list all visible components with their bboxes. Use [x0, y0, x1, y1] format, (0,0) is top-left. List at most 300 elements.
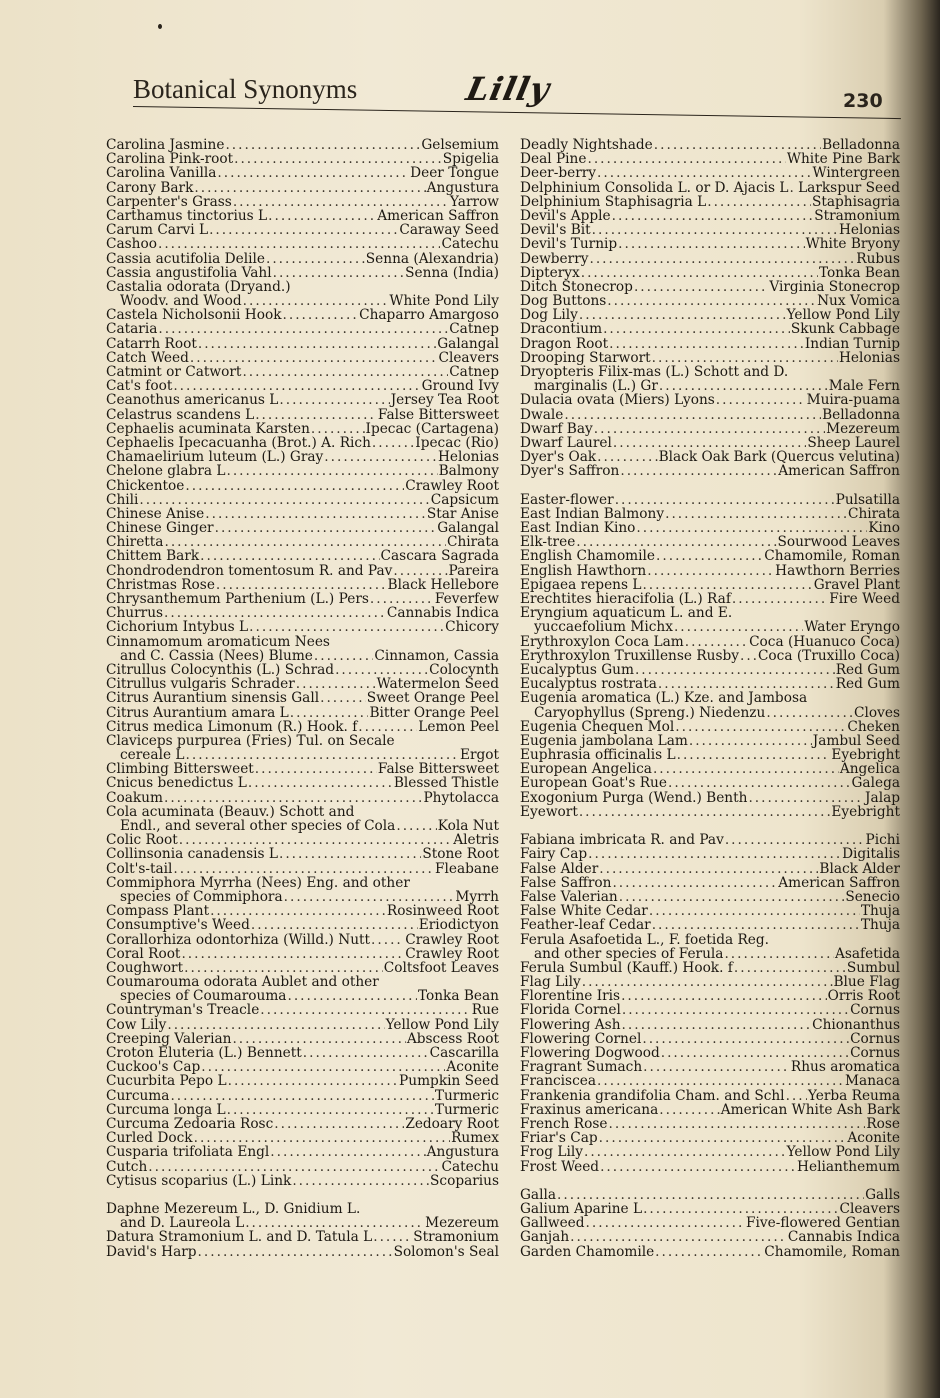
dot-leader [659, 379, 828, 393]
entry-term: Churrus [106, 606, 164, 621]
entry-synonym: Catnep [449, 365, 499, 380]
dot-leader [320, 691, 366, 705]
synonym-entry [520, 620, 900, 634]
synonym-entry [520, 252, 900, 266]
entry-term: Coral Root [106, 946, 181, 961]
entry-term: Curcuma Zedoaria Rosc [106, 1116, 274, 1132]
entry-synonym: Stramonium [814, 208, 900, 224]
entry-synonym: Crawley Root [405, 932, 499, 947]
entry-term: Erythroxylon Coca Lam [520, 634, 684, 649]
entry-synonym: Angelica [839, 762, 900, 777]
dot-leader [164, 791, 423, 805]
dot-leader [589, 252, 855, 266]
entry-term: Ferula Asafoetida L., F. foetida Reg. [520, 932, 770, 947]
entry-term: Euphrasia officinalis L [520, 748, 676, 763]
dot-leader [243, 294, 389, 308]
dot-leader [564, 408, 821, 422]
dot-leader [181, 947, 404, 961]
synonym-entry [520, 521, 900, 535]
entry-synonym: Cannabis Indica [386, 606, 499, 621]
dot-leader [242, 365, 448, 379]
dot-leader [786, 1089, 807, 1103]
entry-term: Castalia odorata (Dryand.) [106, 279, 291, 295]
dot-leader [234, 152, 442, 166]
synonym-entry [520, 280, 900, 294]
section-gap [520, 819, 900, 833]
synonym-entry [106, 422, 499, 436]
dot-leader [636, 521, 867, 535]
entry-term: Cassia acutifolia Delile [106, 251, 265, 266]
synonym-entry [520, 918, 900, 932]
dot-leader [748, 791, 864, 805]
entry-term: Eyewort [520, 804, 578, 819]
synonym-entry [520, 549, 900, 563]
synonym-entry [520, 691, 900, 705]
entry-synonym: Cinnamon, Cassia [374, 648, 499, 663]
entry-term: Epigaea repens L [520, 577, 642, 592]
entry-term: Chinese Ginger [106, 521, 214, 536]
synonym-entry [106, 1174, 499, 1188]
synonym-entry [520, 436, 900, 450]
entry-synonym: Cornus [850, 1031, 900, 1046]
synonym-entry [520, 933, 900, 947]
entry-term: Fabiana imbricata R. and Pav [520, 833, 724, 848]
synonym-entry [106, 1202, 499, 1216]
entry-term: Christmas Rose [106, 577, 215, 592]
synonym-entry [106, 209, 499, 223]
entry-term: Delphinium Consolida L. or D. Ajacis L [520, 180, 789, 195]
dot-leader [273, 266, 405, 280]
dot-leader [584, 1145, 786, 1159]
synonym-entry [520, 223, 900, 237]
synonym-entry [520, 989, 900, 1003]
synonym-entry [106, 393, 499, 407]
dot-leader [148, 1160, 440, 1174]
entry-term: Erechtites hieracifolia (L.) Raf [520, 592, 731, 607]
synonym-entry [520, 1074, 900, 1088]
synonym-entry [520, 1245, 900, 1259]
entry-synonym: Senna (India) [405, 265, 499, 280]
dot-leader [232, 1032, 405, 1046]
synonym-entry [520, 564, 900, 578]
dot-leader [579, 308, 786, 322]
synonym-entry [520, 862, 900, 876]
entry-term: Flag Lily [520, 975, 581, 990]
dot-leader [268, 209, 376, 223]
section-gap [520, 479, 900, 493]
entry-term: Cichorium Intybus L [106, 620, 249, 635]
entry-term: Ceanothus americanus L [106, 393, 279, 408]
entry-synonym: White Bryony [805, 237, 900, 252]
dot-leader [734, 961, 846, 975]
dot-leader [621, 989, 827, 1003]
synonym-entry [520, 975, 900, 989]
synonym-entry [520, 181, 900, 195]
entry-term: Flowering Ash [520, 1017, 621, 1032]
entry-synonym: Chirata [446, 535, 499, 550]
synonym-entry [520, 947, 900, 961]
synonym-entry [106, 152, 499, 166]
synonym-entry [106, 1018, 499, 1032]
synonym-entry [106, 223, 499, 237]
entry-synonym: Angustura [426, 180, 499, 195]
entry-term: and D. Laureola L [120, 1216, 245, 1231]
synonym-entry [106, 876, 499, 890]
entry-term: Compass Plant [106, 904, 210, 919]
entry-term: Ganjah [520, 1230, 570, 1245]
synonym-entry [520, 1117, 900, 1131]
entry-term: East Indian Kino [520, 521, 636, 536]
entry-term: Deer-berry [520, 166, 597, 181]
dot-leader [215, 521, 437, 535]
synonym-entry [106, 351, 499, 365]
synonym-entry [106, 805, 499, 819]
entry-term: Curcuma [106, 1088, 170, 1103]
entry-synonym: Galangal [437, 521, 499, 536]
entry-synonym: Sumbul [846, 960, 900, 976]
synonym-entry [106, 280, 499, 294]
entry-synonym: Eyebright [831, 804, 900, 819]
entry-term: Citrullus Colocynthis (L.) Schrad [106, 662, 335, 678]
synonym-entry [520, 734, 900, 748]
dot-leader [200, 549, 379, 563]
synonym-entry [520, 195, 900, 209]
synonym-entry [106, 308, 499, 322]
dot-leader [279, 393, 389, 407]
dot-leader [707, 195, 811, 209]
synonym-entry [106, 166, 499, 180]
synonym-entry [106, 933, 499, 947]
dot-leader [643, 1060, 790, 1074]
entry-synonym: Kola Nut [437, 819, 499, 834]
synonym-entry [520, 294, 900, 308]
synonym-entry [106, 1074, 499, 1088]
entry-synonym: Hawthorn Berries [775, 563, 900, 578]
entry-synonym: Ipecac (Cartagena) [365, 421, 499, 436]
left-column [106, 138, 499, 1259]
dot-leader [635, 663, 835, 677]
dot-leader [668, 776, 851, 790]
entry-synonym: Chamomile, Roman [764, 1244, 900, 1259]
entry-term: Citrus medica Limonum (R.) Hook. f [106, 719, 358, 734]
synonym-entry [106, 436, 499, 450]
synonym-entry [106, 1032, 499, 1046]
dot-leader [597, 1074, 844, 1088]
entry-synonym: Wintergreen [812, 166, 900, 181]
synonym-entry [106, 1046, 499, 1060]
synonym-entry [106, 493, 499, 507]
entry-synonym: Black Oak Bark (Quercus velutina) [658, 450, 900, 465]
synonym-entry [106, 1230, 499, 1244]
dot-leader [158, 322, 448, 336]
entry-term: False White Cedar [520, 904, 648, 919]
dot-leader [647, 564, 774, 578]
dot-leader [653, 762, 839, 776]
synonym-entry [520, 635, 900, 649]
synonym-entry [520, 393, 900, 407]
dot-leader [658, 677, 835, 691]
dot-leader [287, 989, 416, 1003]
entry-term: Friar's Cap [520, 1131, 598, 1146]
entry-synonym: Spigelia [442, 152, 499, 167]
entry-synonym: Aconite [446, 1060, 499, 1075]
entry-synonym: Rubus [856, 251, 900, 266]
synonym-entry [106, 322, 499, 336]
synonym-entry [106, 507, 499, 521]
entry-synonym: Tonka Bean [417, 989, 499, 1004]
entry-synonym: White Pond Lily [389, 294, 499, 309]
dot-leader [643, 1202, 838, 1216]
entry-synonym: Helonias [437, 450, 499, 465]
synonym-entry [520, 1216, 900, 1230]
synonym-entry [106, 1245, 499, 1259]
synonym-entry [520, 365, 900, 379]
dot-leader [612, 209, 814, 223]
dot-leader [600, 1160, 796, 1174]
dot-leader [396, 819, 436, 833]
synonym-entry [106, 762, 499, 776]
dot-leader [652, 351, 838, 365]
synonym-entry [106, 365, 499, 379]
page-number: 230 [843, 90, 883, 112]
entry-term: Dyer's Saffron [520, 464, 620, 479]
entry-term: Dwale [520, 407, 564, 422]
entry-term: Citrus Aurantium sinensis Gall [106, 691, 320, 706]
dot-leader [184, 961, 383, 975]
dot-leader [198, 1245, 393, 1259]
dot-leader [335, 663, 428, 677]
dot-leader [716, 393, 806, 407]
synonym-entry [106, 195, 499, 209]
entry-synonym: Galangal [437, 336, 499, 351]
entry-synonym: Cascara Sagrada [380, 549, 499, 564]
dot-leader [581, 266, 818, 280]
synonym-entry [106, 677, 499, 691]
dot-leader [608, 1117, 865, 1131]
entry-term: Endl., and several other species of Cola [120, 819, 396, 834]
dot-leader [642, 1032, 849, 1046]
entry-synonym: Pulsatilla [835, 492, 900, 507]
synonym-entry [106, 975, 499, 989]
dot-leader [586, 1216, 745, 1230]
entry-synonym: Chaparro Amargoso [359, 308, 499, 323]
synonym-entry [106, 918, 499, 932]
entry-term: Dulacia ovata (Miers) Lyons [520, 393, 715, 408]
entry-synonym: Coca (Truxillo Coca) [757, 648, 900, 663]
entry-synonym: Cannabis Indica [787, 1230, 900, 1245]
entry-synonym: Mezereum [826, 421, 900, 436]
synonym-entry [520, 1202, 900, 1216]
entry-term: and C. Cassia (Nees) Blume [120, 648, 313, 663]
entry-synonym: Nux Vomica [817, 294, 900, 309]
dot-leader [139, 493, 429, 507]
synonym-entry [106, 237, 499, 251]
dot-leader [186, 748, 459, 762]
entry-synonym: Cornus [850, 1003, 900, 1018]
entry-term: Claviceps purpurea (Fries) Tul. on Secale [106, 733, 395, 749]
synonym-entry [106, 720, 499, 734]
synonym-entry [106, 1145, 499, 1159]
entry-term: Dracontium [520, 322, 603, 337]
dot-leader [689, 734, 812, 748]
entry-term: Cashoo [106, 237, 157, 252]
dot-leader [685, 635, 748, 649]
entry-term: Cytisus scoparius (L.) Link [106, 1173, 292, 1188]
dot-leader [274, 1117, 404, 1131]
entry-synonym: Senecio [845, 889, 900, 905]
synonym-entry [106, 734, 499, 748]
synonym-entry [106, 408, 499, 422]
entry-term: Chinese Anise [106, 506, 205, 522]
synonym-entry [520, 833, 900, 847]
synonym-entry [106, 564, 499, 578]
dot-leader [227, 1103, 434, 1117]
entry-term: Galium Aparine L [520, 1202, 643, 1217]
dot-leader [620, 464, 777, 478]
synonym-entry [520, 606, 900, 620]
synonym-entry [520, 535, 900, 549]
dot-leader [789, 181, 797, 195]
entry-synonym: Helianthemum [797, 1159, 900, 1174]
entry-term: Citrullus vulgaris Schrader [106, 677, 295, 692]
dot-leader [170, 1089, 433, 1103]
dot-leader [209, 223, 398, 237]
synonym-entry [520, 464, 900, 478]
entry-term: Galla [520, 1187, 557, 1203]
dot-leader [194, 181, 425, 195]
entry-term: Coughwort [106, 960, 184, 976]
dot-leader [233, 195, 449, 209]
entry-term: Cassia angustifolia Vahl [106, 265, 272, 280]
synonym-entry [106, 252, 499, 266]
entry-synonym: Aconite [847, 1131, 900, 1146]
entry-term: False Alder [520, 861, 599, 876]
entry-term: Flowering Dogwood [520, 1046, 660, 1061]
entry-synonym: Virginia Stonecrop [769, 279, 900, 295]
dot-leader [292, 1174, 429, 1188]
synonym-entry [106, 1089, 499, 1103]
entry-term: Curcuma longa L [106, 1102, 226, 1117]
dot-leader [557, 1188, 864, 1202]
dot-leader [615, 493, 835, 507]
dot-leader [201, 1060, 445, 1074]
entry-synonym: Galega [851, 776, 900, 791]
entry-synonym: American Saffron [778, 464, 900, 479]
entry-synonym: Catechu [441, 237, 499, 252]
entry-term: Dipteryx [520, 265, 580, 280]
entry-term: Commiphora Myrrha (Nees) Eng. and other [106, 875, 410, 890]
dot-leader [609, 337, 804, 351]
synonym-entry [520, 1003, 900, 1017]
synonym-entry [520, 776, 900, 790]
entry-synonym: Fire Weed [829, 592, 900, 607]
synonym-entry [520, 961, 900, 975]
dot-leader [371, 933, 404, 947]
entry-synonym: Yellow Pond Lily [786, 1145, 900, 1160]
entry-synonym: Gelsemium [421, 138, 499, 153]
dot-leader [249, 620, 444, 634]
entry-term: Florida Cornel [520, 1003, 621, 1018]
synonym-entry [106, 450, 499, 464]
entry-term: Ferula Sumbul (Kauff.) Hook. f [520, 960, 733, 976]
entry-synonym: Fleabane [435, 861, 499, 876]
dot-leader [284, 890, 455, 904]
synonym-entry [106, 706, 499, 720]
entry-term: Carony Bark [106, 180, 194, 195]
ink-fleck [158, 24, 162, 29]
entry-synonym: Jersey Tea Root [390, 393, 499, 408]
synonym-entry [520, 337, 900, 351]
dot-leader [173, 379, 420, 393]
dot-leader [205, 507, 426, 521]
entry-synonym: Coca (Huanuco Coca) [749, 634, 900, 649]
synonym-entry [106, 337, 499, 351]
synonym-entry [520, 720, 900, 734]
entry-synonym: Larkspur Seed [798, 180, 900, 195]
synonym-entry [106, 138, 499, 152]
synonym-entry [520, 876, 900, 890]
synonym-entry [520, 1018, 900, 1032]
entry-term: Daphne Mezereum L., D. Gnidium L. [106, 1202, 361, 1217]
dot-leader [270, 1145, 425, 1159]
entry-term: Dwarf Bay [520, 421, 593, 436]
entry-synonym: Cornus [850, 1046, 900, 1061]
dot-leader [164, 535, 445, 549]
synonym-entry [520, 351, 900, 365]
entry-synonym: Bitter Orange Peel [369, 705, 499, 720]
entry-synonym: White Pine Bark [786, 152, 900, 167]
entry-term: East Indian Balmony [520, 506, 665, 522]
synonym-entry [106, 549, 499, 563]
dot-leader [582, 975, 833, 989]
entry-synonym: Red Gum [835, 662, 900, 678]
entry-term: Florentine Iris [520, 989, 621, 1004]
entry-synonym: Zedoary Root [405, 1116, 499, 1132]
synonym-entry [106, 904, 499, 918]
entry-term: Deadly Nightshade [520, 138, 653, 153]
entry-synonym: Star Anise [426, 506, 499, 522]
entry-term: Chili [106, 492, 139, 507]
entry-synonym: Yellow Pond Lily [786, 308, 900, 323]
entry-synonym: Lemon Peel [418, 719, 499, 734]
synonym-entry [520, 677, 900, 691]
entry-synonym: Ground Ivy [421, 379, 499, 394]
entry-term: Cnicus benedictus L [106, 776, 247, 791]
dot-leader [740, 649, 757, 663]
synonym-entry [520, 237, 900, 251]
entry-term: Frost Weed [520, 1159, 600, 1174]
dot-leader [576, 535, 776, 549]
synonym-entry [520, 166, 900, 180]
entry-term: Eugenia jambolana Lam [520, 733, 688, 749]
dot-leader [373, 1230, 412, 1244]
synonym-entry [520, 493, 900, 507]
entry-term: Carolina Vanilla [106, 166, 217, 181]
entry-term: Colt's-tail [106, 861, 173, 876]
dot-leader [766, 706, 853, 720]
synonym-entry [106, 606, 499, 620]
synonym-entry [520, 450, 900, 464]
entry-term: Dragon Root [520, 336, 609, 351]
synonym-entry [520, 138, 900, 152]
synonym-entry [106, 521, 499, 535]
synonym-entry [106, 294, 499, 308]
entry-synonym: Indian Turnip [804, 336, 900, 351]
dot-leader [724, 947, 834, 961]
dot-leader [296, 677, 376, 691]
entry-term: False Valerian [520, 889, 618, 905]
synonym-entry [520, 592, 900, 606]
